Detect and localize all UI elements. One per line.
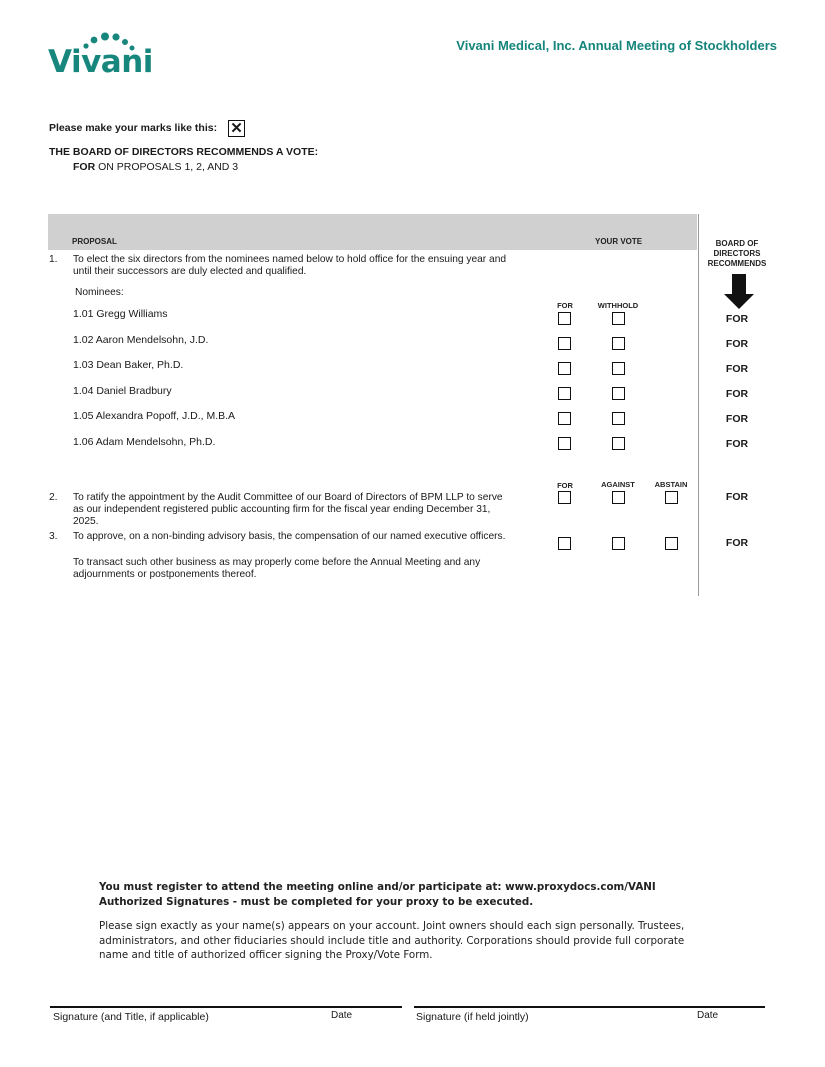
board-recommends-header xyxy=(702,239,772,269)
col-against-header: AGAINST xyxy=(601,480,635,489)
date-label: Date xyxy=(697,1010,719,1021)
withhold-checkbox[interactable] xyxy=(612,412,625,425)
col-for-header: FOR xyxy=(557,481,573,490)
register-line: You must register to attend the meeting online and/or participate at: www.proxydocs.com/VANI xyxy=(99,881,656,893)
nominees-label: Nominees: xyxy=(75,287,124,298)
signature-line[interactable] xyxy=(50,1006,402,1008)
other-business-line: To transact such other business as may properly come before the Annual Meeting and any xyxy=(73,557,481,568)
proposals-text: ON PROPOSALS 1, 2, AND 3 xyxy=(95,161,239,173)
board-recommendation: FOR xyxy=(725,338,749,350)
withhold-checkbox[interactable] xyxy=(612,362,625,375)
board-header-line: RECOMMENDS xyxy=(707,259,767,268)
withhold-checkbox[interactable] xyxy=(612,437,625,450)
down-arrow-icon xyxy=(723,274,755,310)
nominee-name: 1.06 Adam Mendelsohn, Ph.D. xyxy=(73,436,216,448)
board-recommendation: FOR xyxy=(725,313,749,325)
instructions-line: administrators, and other fiduciaries should include title and authority. Corporations should provide full corporate xyxy=(99,934,685,947)
marks-example-x-icon: ✕ xyxy=(230,120,243,137)
abstain-checkbox[interactable] xyxy=(665,537,678,550)
for-word: FOR xyxy=(73,161,96,173)
col-for-header: FOR xyxy=(557,301,573,310)
other-business-line: adjournments or postponements thereof. xyxy=(73,569,257,580)
for-checkbox[interactable] xyxy=(558,387,571,400)
marks-instruction: Please make your marks like this: xyxy=(49,122,218,134)
board-recommendation: FOR xyxy=(725,363,749,375)
joint-signature-line[interactable] xyxy=(414,1006,765,1008)
board-header-line: DIRECTORS xyxy=(713,249,761,258)
signatures-required-line: Authorized Signatures - must be completed for your proxy to be executed. xyxy=(99,895,534,908)
joint-signature-label: Signature (if held jointly) xyxy=(416,1011,529,1023)
board-recommendation: FOR xyxy=(725,413,749,425)
board-recommendation: FOR xyxy=(725,491,749,503)
proposal-number: 1. xyxy=(49,254,58,265)
proposal-text-line: To ratify the appointment by the Audit Committee of our Board of Directors of BPM LLP to serve xyxy=(73,492,503,503)
proposal-text-line: To elect the six directors from the nominees named below to hold office for the ensuing year and xyxy=(73,254,507,265)
against-checkbox[interactable] xyxy=(612,491,625,504)
signing-instructions xyxy=(99,919,684,963)
proposal-number: 3. xyxy=(49,531,58,542)
proposal-2-text xyxy=(73,492,503,528)
instructions-line: name and title of authorized officer signing the Proxy/Vote Form. xyxy=(99,949,433,961)
signature-label: Signature (and Title, if applicable) xyxy=(53,1011,209,1023)
proposal-3-text: To approve, on a non-binding advisory basis, the compensation of our named executive officers. xyxy=(73,531,506,542)
proposal-header: PROPOSAL xyxy=(72,237,117,246)
other-business-text xyxy=(73,557,480,581)
board-recommendation: FOR xyxy=(725,438,749,450)
col-abstain-header: ABSTAIN xyxy=(654,480,688,489)
col-withhold-header: WITHHOLD xyxy=(597,301,639,310)
nominee-name: 1.03 Dean Baker, Ph.D. xyxy=(73,359,184,371)
for-checkbox[interactable] xyxy=(558,312,571,325)
registration-notice xyxy=(99,880,656,909)
page-title: Vivani Medical, Inc. Annual Meeting of Stockholders xyxy=(456,38,777,53)
board-header-line: BOARD OF xyxy=(715,239,759,248)
board-recommends-heading: THE BOARD OF DIRECTORS RECOMMENDS A VOTE: xyxy=(49,146,319,158)
for-checkbox[interactable] xyxy=(558,437,571,450)
vivani-logo xyxy=(48,32,153,80)
abstain-checkbox[interactable] xyxy=(665,491,678,504)
proposal-number: 2. xyxy=(49,492,58,503)
proposals-recommendation xyxy=(73,161,238,173)
board-recommendation: FOR xyxy=(725,388,749,400)
nominee-name: 1.05 Alexandra Popoff, J.D., M.B.A xyxy=(73,410,236,422)
withhold-checkbox[interactable] xyxy=(612,337,625,350)
your-vote-header: YOUR VOTE xyxy=(595,237,643,246)
date-label: Date xyxy=(331,1010,353,1021)
against-checkbox[interactable] xyxy=(612,537,625,550)
nominee-name: 1.02 Aaron Mendelsohn, J.D. xyxy=(73,334,209,346)
nominee-name: 1.04 Daniel Bradbury xyxy=(73,385,172,397)
logo-wordmark: Vivani xyxy=(48,44,153,80)
board-recommendation: FOR xyxy=(725,537,749,549)
withhold-checkbox[interactable] xyxy=(612,312,625,325)
board-column-divider xyxy=(698,214,699,596)
proposal-text-line: until their successors are duly elected and qualified. xyxy=(73,266,307,277)
for-checkbox[interactable] xyxy=(558,537,571,550)
withhold-checkbox[interactable] xyxy=(612,387,625,400)
for-checkbox[interactable] xyxy=(558,362,571,375)
proposal-text-line: as our independent registered public accounting firm for the fiscal year ending December 31, xyxy=(73,504,491,515)
nominee-name: 1.01 Gregg Williams xyxy=(73,308,168,320)
proposal-1-text xyxy=(73,254,506,278)
for-checkbox[interactable] xyxy=(558,412,571,425)
for-checkbox[interactable] xyxy=(558,491,571,504)
for-checkbox[interactable] xyxy=(558,337,571,350)
marks-example-box xyxy=(228,120,245,137)
proposal-text-line: 2025. xyxy=(73,516,99,527)
instructions-line: Please sign exactly as your name(s) appears on your account. Joint owners should each sign personally. Trustees, xyxy=(99,920,685,932)
